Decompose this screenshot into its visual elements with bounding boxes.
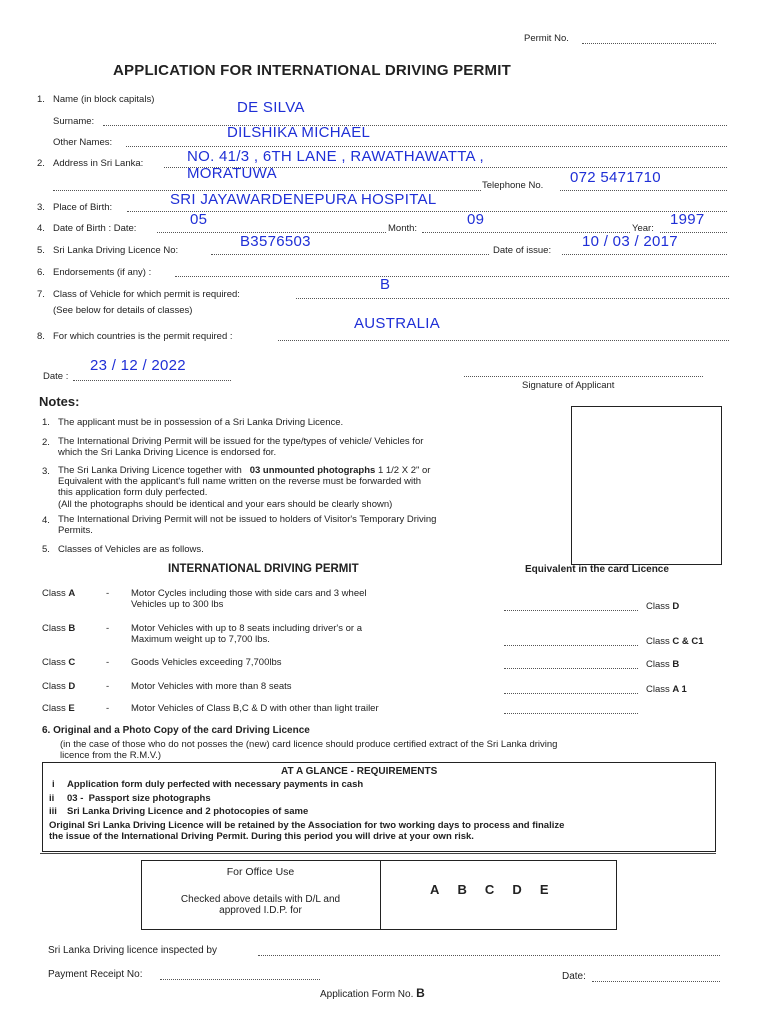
place-of-birth-value: SRI JAYAWARDENEPURA HOSPITAL [170, 191, 437, 208]
note-3-line3: this application form duly perfected. [58, 487, 208, 498]
note-3-photo-count: 03 [249, 465, 261, 476]
receipt-line[interactable] [160, 979, 320, 980]
req-iii: Sri Lanka Driving Licence and 2 photocopies of same [67, 806, 309, 817]
item6-heading: 6. Original and a Photo Copy of the card Driving Licence [42, 725, 310, 736]
countries-line[interactable] [278, 340, 729, 341]
class-row-1-desc-line1: Motor Vehicles with up to 8 seats including driver's or a [131, 623, 362, 634]
licence-label: Sri Lanka Driving Licence No: [53, 245, 179, 256]
class-row-4-label: Class E [42, 703, 75, 714]
note-3-number: 3. [42, 466, 50, 477]
class-row-2-dash: - [106, 657, 110, 668]
req-ii-number: ii [49, 793, 55, 804]
licence-value: B3576503 [240, 233, 311, 250]
divider [40, 853, 716, 854]
class-row-1-label: Class B [42, 623, 76, 634]
receipt-label: Payment Receipt No: [48, 969, 143, 980]
issue-date-label: Date of issue: [493, 245, 552, 256]
classes-heading: INTERNATIONAL DRIVING PERMIT [168, 563, 359, 575]
vehicle-class-label: Class of Vehicle for which permit is required: [53, 289, 240, 300]
q2-number: 2. [37, 158, 45, 169]
class-row-0-dash: - [106, 588, 110, 599]
signature-line[interactable] [464, 376, 703, 377]
item6-line1: (in the case of those who do not posses the (new) card licence should produce certified extract of the Sri Lanka driving [60, 739, 558, 750]
equivalent-heading: Equivalent in the card Licence [525, 564, 669, 575]
req-ii: 03 - Passport size photographs [67, 793, 211, 804]
licence-line[interactable] [211, 254, 489, 255]
class-row-0-desc-line2: Vehicles up to 300 lbs [131, 599, 224, 610]
surname-value: DE SILVA [237, 99, 305, 116]
note-5-number: 5. [42, 544, 50, 555]
form-no-value: B [416, 986, 425, 1000]
note-2-number: 2. [42, 437, 50, 448]
month-label: Month: [388, 223, 418, 234]
class-row-2-equivalent: Class B [646, 659, 680, 670]
note-1-number: 1. [42, 417, 50, 428]
note-4-line1: The International Driving Permit will not be issued to holders of Visitor's Temporary Driving [58, 514, 437, 525]
office-use-heading: For Office Use [226, 866, 295, 878]
surname-label: Surname: [53, 116, 95, 127]
class-row-0-equiv-line[interactable] [504, 610, 638, 611]
letter-e[interactable]: E [539, 882, 549, 897]
telephone-label: Telephone No. [482, 180, 544, 191]
q1-number: 1. [37, 94, 45, 105]
other-names-value: DILSHIKA MICHAEL [227, 124, 371, 141]
date-line[interactable] [73, 380, 231, 381]
class-row-3-equiv-line[interactable] [504, 693, 638, 694]
class-row-2-label: Class C [42, 657, 76, 668]
class-row-1-dash: - [106, 623, 110, 634]
address-value-line2: MORATUWA [187, 165, 277, 182]
dob-year-value: 1997 [670, 211, 705, 228]
telephone-line[interactable] [560, 190, 727, 191]
q5-number: 5. [37, 245, 45, 256]
note-3-line1: The Sri Lanka Driving Licence together with 03 unmounted photographs 1 1/2 X 2" or [58, 465, 431, 476]
footer-date-label: Date: [562, 971, 586, 982]
class-row-0-label: Class A [42, 588, 76, 599]
telephone-value: 072 5471710 [570, 169, 661, 186]
class-row-0-equivalent: Class D [646, 601, 680, 612]
photo-box[interactable] [571, 406, 722, 565]
office-check-line1: Checked above details with D/L and [180, 894, 341, 905]
class-letters [430, 882, 548, 897]
note-3-photos: unmounted photographs [262, 465, 376, 476]
note-3-line4: (All the photographs should be identical and your ears should be clearly shown) [58, 499, 393, 510]
inspected-line[interactable] [258, 955, 720, 956]
class-row-1-equiv-line[interactable] [504, 645, 638, 646]
page-title: APPLICATION FOR INTERNATIONAL DRIVING PERMIT [113, 62, 511, 79]
issue-date-value: 10 / 03 / 2017 [582, 233, 678, 250]
class-row-1-equivalent: Class C & C1 [646, 636, 704, 647]
surname-line[interactable] [103, 125, 727, 126]
req-i-number: i [52, 779, 55, 790]
req-ii-count: 03 [67, 793, 78, 804]
note-5: Classes of Vehicles are as follows. [58, 544, 204, 555]
form-no: Application Form No. B [320, 986, 425, 1000]
permit-no-label: Permit No. [524, 33, 569, 44]
other-names-label: Other Names: [53, 137, 113, 148]
letter-a[interactable]: A [430, 882, 440, 897]
q8-number: 8. [37, 331, 45, 342]
address-value-line1: NO. 41/3 , 6TH LANE , RAWATHAWATTA , [187, 148, 484, 165]
dob-day-value: 05 [190, 211, 208, 228]
class-row-3-dash: - [106, 681, 110, 692]
date-label: Date : [43, 371, 69, 382]
footer-date-line[interactable] [592, 981, 720, 982]
countries-value: AUSTRALIA [354, 315, 441, 332]
class-row-2-desc-line1: Goods Vehicles exceeding 7,700lbs [131, 657, 282, 668]
q3-number: 3. [37, 202, 45, 213]
signature-label: Signature of Applicant [522, 380, 615, 391]
dob-label: Date of Birth : Date: [53, 223, 137, 234]
class-row-4-dash: - [106, 703, 110, 714]
address-label: Address in Sri Lanka: [53, 158, 144, 169]
note-2-line1: The International Driving Permit will be issued for the type/types of vehicle/ Vehicles for [58, 436, 424, 447]
vehicle-class-value: B [380, 276, 391, 293]
date-value: 23 / 12 / 2022 [90, 357, 186, 374]
note-3-line2: Equivalent with the applicant's full name written on the reverse must be forwarded with [58, 476, 421, 487]
class-row-4-equiv-line[interactable] [504, 713, 638, 714]
req-para-line1: Original Sri Lanka Driving Licence will be retained by the Association for two working days to process and finalize [49, 820, 565, 831]
place-of-birth-line[interactable] [127, 211, 727, 212]
q1-label: Name (in block capitals) [53, 94, 155, 105]
req-i: Application form duly perfected with necessary payments in cash [67, 779, 364, 790]
note-2-line2: which the Sri Lanka Driving Licence is endorsed for. [58, 447, 277, 458]
class-row-3-desc-line1: Motor Vehicles with more than 8 seats [131, 681, 292, 692]
place-of-birth-label: Place of Birth: [53, 202, 113, 213]
class-row-3-label: Class D [42, 681, 76, 692]
endorsements-line[interactable] [175, 276, 729, 277]
note-4-number: 4. [42, 515, 50, 526]
notes-heading: Notes: [39, 394, 80, 409]
req-iii-number: iii [49, 806, 57, 817]
office-box-divider [380, 860, 381, 930]
letter-c[interactable]: C [484, 882, 495, 897]
other-names-line[interactable] [126, 146, 727, 147]
letter-d[interactable]: D [512, 882, 522, 897]
item6-line2: licence from the R.M.V.) [60, 750, 162, 761]
endorsements-label: Endorsements (if any) : [53, 267, 152, 278]
requirements-heading: AT A GLANCE - REQUIREMENTS [281, 766, 438, 777]
note-4-line2: Permits. [58, 525, 93, 536]
vehicle-class-line[interactable] [296, 298, 729, 299]
countries-label: For which countries is the permit required : [53, 331, 233, 342]
q4-number: 4. [37, 223, 45, 234]
letter-b[interactable]: B [457, 882, 467, 897]
vehicle-class-note: (See below for details of classes) [53, 305, 193, 316]
permit-no-line[interactable] [582, 43, 716, 44]
class-row-4-desc-line1: Motor Vehicles of Class B,C & D with other than light trailer [131, 703, 379, 714]
note-1: The applicant must be in possession of a Sri Lanka Driving Licence. [58, 417, 344, 428]
req-para-line2: the issue of the International Driving Permit. During this period you will drive at your own risk. [49, 831, 474, 842]
inspected-label: Sri Lanka Driving licence inspected by [48, 945, 217, 956]
class-row-3-equivalent: Class A 1 [646, 684, 687, 695]
q7-number: 7. [37, 289, 45, 300]
class-row-0-desc-line1: Motor Cycles including those with side cars and 3 wheel [131, 588, 367, 599]
office-check-line2: approved I.D.P. for [219, 905, 302, 916]
q6-number: 6. [37, 267, 45, 278]
dob-month-value: 09 [467, 211, 485, 228]
issue-date-line[interactable] [562, 254, 727, 255]
class-row-2-equiv-line[interactable] [504, 668, 638, 669]
year-label: Year: [632, 223, 654, 234]
class-row-1-desc-line2: Maximum weight up to 7,700 lbs. [131, 634, 270, 645]
